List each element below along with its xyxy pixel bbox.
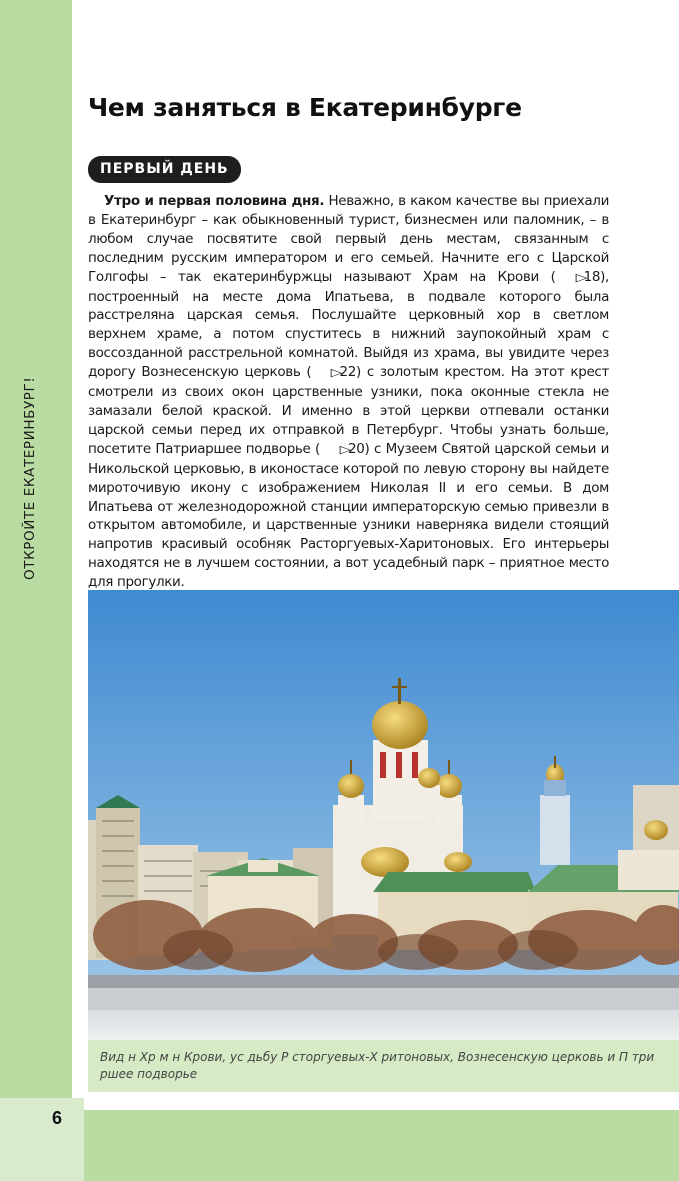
page-reference: 18 xyxy=(583,268,601,285)
paragraph-part: ) с Музеем Святой царской семьи и Никольской церковью, в иконостасе которой по левую сторону вы найдете мироточивую икону с изображением Николая II и его семьи. В дом Ипатьева от железнодорожной станции императорскую семью привезли в открытом автомобиле, и царственные узники наверняка видели стоящий напротив красивый особняк Расторгуевых-Харитоновых. Его интерьеры находятся не в лучшем состоянии, а вот усадебный парк – приятное место для прогулки. xyxy=(88,440,609,591)
photo-caption: Вид н Хр м н Крови, ус дьбу Р сторгуевых-Х ритоновых, Вознесенскую церковь и П три ршее подворье xyxy=(100,1050,655,1081)
paragraph-part: Неважно, в каком качестве вы приехали в Екатеринбург – как обыкновенный турист, бизнесмен или паломник, – в любом случае посвятите свой первый день местам, связанным с последним русским императором и его семьей. Начните его с Царской Голгофы – так екатеринбуржцы называют Храм на Крови ( xyxy=(88,193,609,285)
paragraph-part: ), построенный на месте дома Ипатьева, в подвале которого была расстреляна царская семья. Послушайте церковный хор в светлом верхнем храме, а потом спуститесь в нижний заупокойный храм с воссозданной расстрельной комнатой. Выйдя из храма, вы увидите через дорогу Вознесенскую церковь ( xyxy=(88,268,609,381)
body-paragraph xyxy=(88,192,609,592)
paragraph-lead: Утро и первая половина дня. xyxy=(104,193,325,209)
reference-arrow-icon: ▷ xyxy=(575,270,587,284)
page-reference: 22 xyxy=(339,364,356,381)
church-photo xyxy=(88,590,679,1040)
paragraph-part: ) с золотым крестом. На этот крест смотрели из своих окон царственные узники, пока оконные стекла не замазали белой краской. И именно в этой церкви отпевали останки царской семьи перед их отправкой в Петербург. Чтобы узнать больше, посетите Патриаршее подворье ( xyxy=(88,364,609,457)
sidebar-label: ОТКРОЙТЕ ЕКАТЕРИНБУРГ! xyxy=(22,376,38,580)
section-badge: ПЕРВЫЙ ДЕНЬ xyxy=(88,156,241,183)
footer-band xyxy=(84,1110,679,1181)
reference-arrow-icon: ▷ xyxy=(330,366,343,380)
page-reference: 20 xyxy=(348,440,365,457)
reference-arrow-icon: ▷ xyxy=(339,442,351,456)
page-number: 6 xyxy=(52,1108,63,1128)
page-number-box xyxy=(0,1098,84,1181)
page-title: Чем заняться в Екатеринбурге xyxy=(88,93,522,122)
